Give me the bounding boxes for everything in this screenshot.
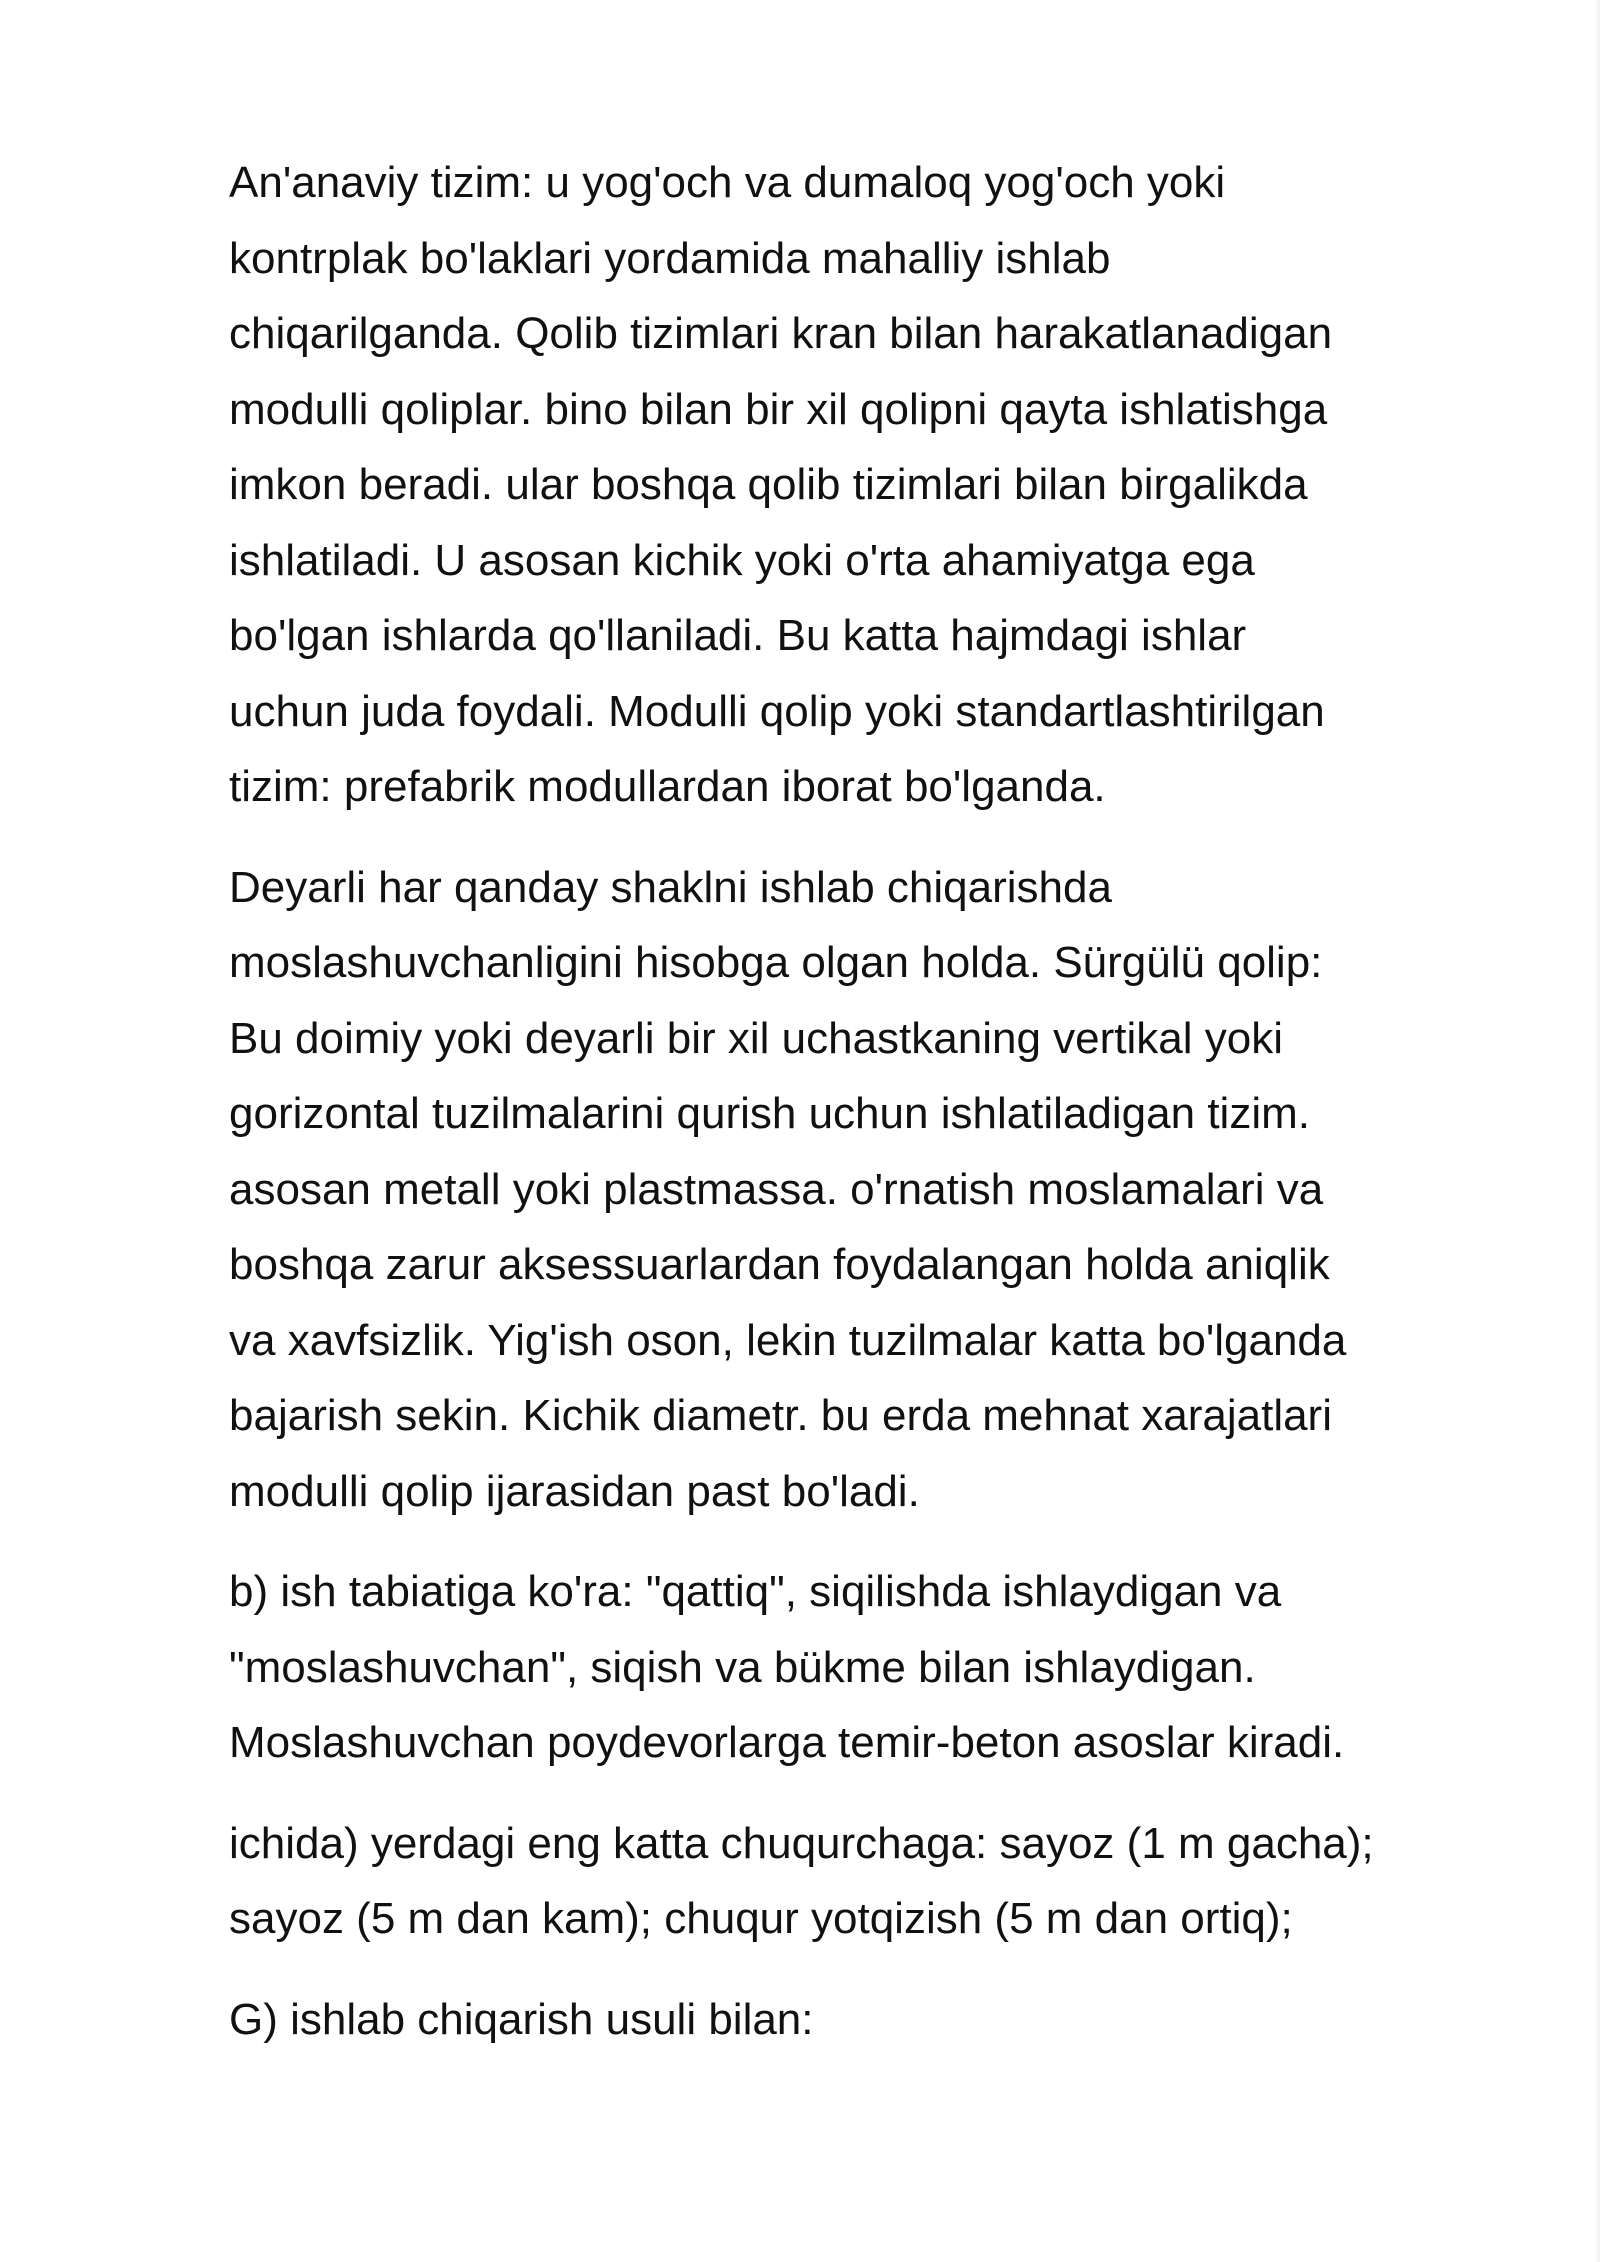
text-line: kontrplak bo'laklari yordamida mahalliy ishlab bbox=[229, 233, 1111, 283]
text-line: bo'lgan ishlarda qo'llaniladi. Bu katta hajmdagi ishlar bbox=[229, 611, 1247, 660]
text-line: modulli qoliplar. bino bilan bir xil qolipni qayta ishlatishga bbox=[229, 384, 1328, 434]
text-line: An'anaviy tizim: u yog'och va dumaloq yog'och yoki bbox=[229, 158, 1226, 207]
text-line: ishlatiladi. U asosan kichik yoki o'rta ahamiyatga ega bbox=[229, 535, 1255, 585]
paragraph-by-production-method bbox=[229, 1982, 1529, 2058]
paragraph-by-work-nature bbox=[229, 1554, 1529, 1781]
text-line: b) ish tabiatiga ko'ra: "qattiq", siqilishda ishlaydigan va bbox=[229, 1567, 1282, 1616]
paragraph-by-depth bbox=[229, 1806, 1529, 1957]
text-line: Bu doimiy yoki deyarli bir xil uchastkaning vertikal yoki bbox=[229, 1013, 1283, 1063]
text-line: imkon beradi. ular boshqa qolib tizimlari bilan birgalikda bbox=[229, 460, 1308, 509]
text-line: tizim: prefabrik modullardan iborat bo'lganda. bbox=[229, 762, 1106, 811]
text-line: asosan metall yoki plastmassa. o'rnatish moslamalari va bbox=[229, 1164, 1324, 1214]
text-line: gorizontal tuzilmalarini qurish uchun ishlatiladigan tizim. bbox=[229, 1089, 1310, 1138]
text-line: va xavfsizlik. Yig'ish oson, lekin tuzilmalar katta bo'lganda bbox=[229, 1315, 1347, 1365]
page-edge-shadow bbox=[1594, 0, 1600, 2262]
text-line: "moslashuvchan", siqish va bükme bilan ishlaydigan. bbox=[229, 1642, 1256, 1692]
text-line: bajarish sekin. Kichik diametr. bu erda mehnat xarajatlari bbox=[229, 1391, 1332, 1440]
text-line: uchun juda foydali. Modulli qolip yoki standartlashtirilgan bbox=[229, 686, 1325, 736]
text-line: modulli qolip ijarasidan past bo'ladi. bbox=[229, 1466, 920, 1516]
paragraph-sliding-formwork bbox=[229, 850, 1529, 1530]
text-line: ichida) yerdagi eng katta chuqurchaga: sayoz (1 m gacha); bbox=[229, 1818, 1374, 1868]
text-line: boshqa zarur aksessuarlardan foydalangan holda aniqlik bbox=[229, 1240, 1330, 1289]
text-line: Deyarli har qanday shaklni ishlab chiqarishda bbox=[229, 862, 1112, 912]
text-line: sayoz (5 m dan kam); chuqur yotqizish (5 m dan ortiq); bbox=[229, 1894, 1293, 1943]
document-body bbox=[229, 145, 1529, 2082]
text-line: Moslashuvchan poydevorlarga temir-beton asoslar kiradi. bbox=[229, 1718, 1345, 1767]
text-line: moslashuvchanligini hisobga olgan holda. Sürgülü qolip: bbox=[229, 938, 1323, 987]
paragraph-traditional-system bbox=[229, 145, 1529, 825]
text-line: G) ishlab chiqarish usuli bilan: bbox=[229, 1994, 814, 2044]
text-line: chiqarilganda. Qolib tizimlari kran bilan harakatlanadigan bbox=[229, 309, 1333, 358]
